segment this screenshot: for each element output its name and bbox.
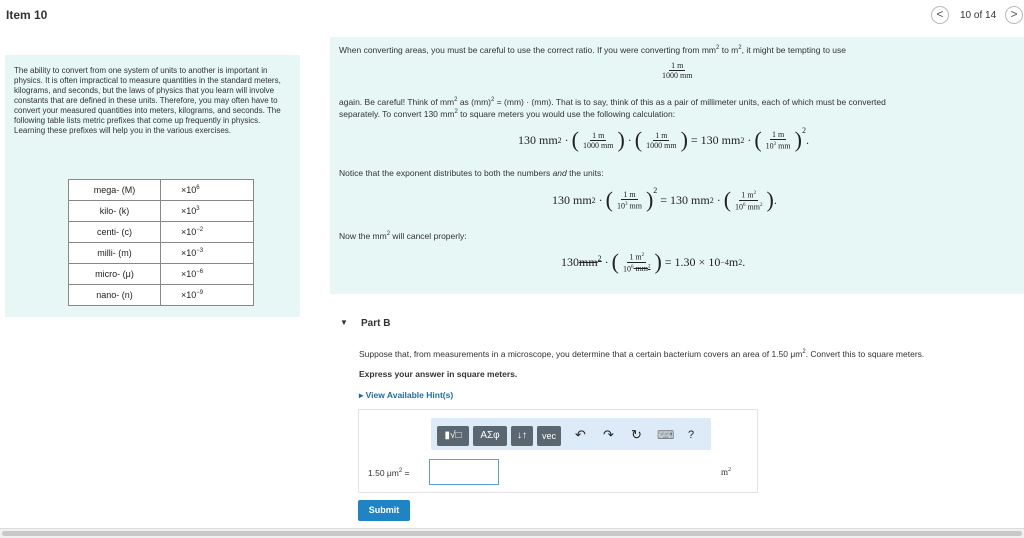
prefix-table [68, 179, 254, 306]
reset-icon[interactable]: ↻ [631, 427, 642, 442]
prefix-factor: $\times 10^3$ [161, 201, 254, 222]
equation-3: 130 $mm^2$ · ( $\frac{1 m^2}{10^6 mm^2}$ ) = 1.30 × 10 −4 m 2 . [561, 249, 746, 275]
prefix-name: nano- (n) [69, 285, 161, 306]
vector-button[interactable]: vec [537, 426, 561, 446]
prefix-row [69, 201, 254, 222]
prefix-name: kilo- (k) [69, 201, 161, 222]
prefix-name: mega- (M) [69, 180, 161, 201]
undo-icon[interactable]: ↶ [575, 427, 586, 442]
redo-icon[interactable]: ↷ [603, 427, 614, 442]
prefix-row [69, 264, 254, 285]
item-title: Item 10 [6, 8, 48, 22]
cancel-note: Now the $mm^2$ will cancel properly: [339, 230, 467, 241]
help-icon[interactable]: ? [688, 429, 695, 441]
equation-1: 130 mm 2 · ( $\frac{1 m}{1000 mm}$ ) · ( $\frac{1 m}{1000 mm}$ ) = 130 mm 2 · ( $\frac{1 m}{10^3 mm}$ ) $^2$ . [518, 125, 809, 152]
prefix-factor: $\times 10^{-2}$ [161, 222, 254, 243]
prefix-row [69, 285, 254, 306]
templates-button[interactable]: ▮√□ [437, 426, 469, 446]
horizontal-scrollbar[interactable] [0, 528, 1024, 538]
explanation-line-1: When converting areas, you must be careful to use the correct ratio. If you were converting from $mm^2$ to $m^2$, it might be tempting to use [339, 44, 847, 55]
explanation-line-2: again. Be careful! Think of $mm^2$ as (mm)$^2$ = (mm) · (mm). That is to say, think of this as a pair of millimeter units, each of which must be converted [339, 96, 886, 107]
prefix-row [69, 180, 254, 201]
previous-item-button[interactable] [931, 6, 949, 24]
item-counter: 10 of 14 [960, 10, 997, 21]
math-toolbar [431, 418, 711, 450]
naive-ratio: $\frac{1 m}{1000 mm}$ [662, 61, 693, 80]
prefix-factor: $\times 10^{-9}$ [161, 285, 254, 306]
answer-unit: $m^2$ [721, 467, 732, 477]
explanation-panel [330, 37, 1024, 294]
symbols-button[interactable]: ΑΣφ [473, 426, 507, 446]
equation-2: 130 mm 2 · ( $\frac{1 m}{10^3 mm}$ ) $^2$ = 130 mm 2 · ( $\frac{1 m^2}{10^6 mm^2}$ ) . [552, 185, 777, 213]
answer-input[interactable] [429, 459, 499, 485]
part-b-collapse-icon[interactable]: ▼ [340, 318, 348, 327]
prefix-row [69, 243, 254, 264]
answer-box [358, 409, 758, 493]
keyboard-icon[interactable]: ⌨ [657, 428, 675, 442]
chevron-left-icon: < [936, 7, 944, 21]
chevron-right-icon: > [1010, 7, 1018, 21]
prefix-name: micro- (μ) [69, 264, 161, 285]
prefix-name: centi- (c) [69, 222, 161, 243]
prefix-factor: $\times 10^6$ [161, 180, 254, 201]
scrollbar-thumb[interactable] [2, 531, 1022, 536]
explanation-line-3: separately. To convert 130 $mm^2$ to square meters you would use the following calculation: [339, 108, 676, 119]
answer-label: 1.50 $\mu m^2$ = [368, 468, 410, 478]
part-b-title[interactable]: Part B [361, 318, 391, 329]
prefix-factor: $\times 10^{-6}$ [161, 264, 254, 285]
prefix-name: milli- (m) [69, 243, 161, 264]
subscript-superscript-button[interactable]: ↓↑ [511, 426, 533, 446]
answer-instruction: Express your answer in square meters. [359, 369, 518, 379]
view-hints-link[interactable]: ▸ View Available Hint(s) [359, 390, 454, 400]
distribute-note: Notice that the exponent distributes to both the numbers and the units: [339, 168, 604, 178]
intro-panel [5, 55, 300, 317]
next-item-button[interactable] [1005, 6, 1023, 24]
intro-paragraph: The ability to convert from one system of units to another is important in physics. It is often impractical to measure quantities in the standard meters, kilograms, and seconds, but the laws of physics that you learn will involve constants that are defined in these units. Therefore, you may often have to convert your measured quantities into meters, kilograms, and seconds. The following table lists metric prefixes that come up frequently in physics. Learning these prefixes will help you in the various exercises. [14, 66, 281, 135]
prefix-row [69, 222, 254, 243]
part-b-question: Suppose that, from measurements in a microscope, you determine that a certain bacterium covers an area of 1.50 $\mu m^2$. Convert this to square meters. [359, 349, 925, 359]
submit-button[interactable]: Submit [358, 500, 410, 521]
top-bar [0, 0, 1024, 30]
prefix-factor: $\times 10^{-3}$ [161, 243, 254, 264]
